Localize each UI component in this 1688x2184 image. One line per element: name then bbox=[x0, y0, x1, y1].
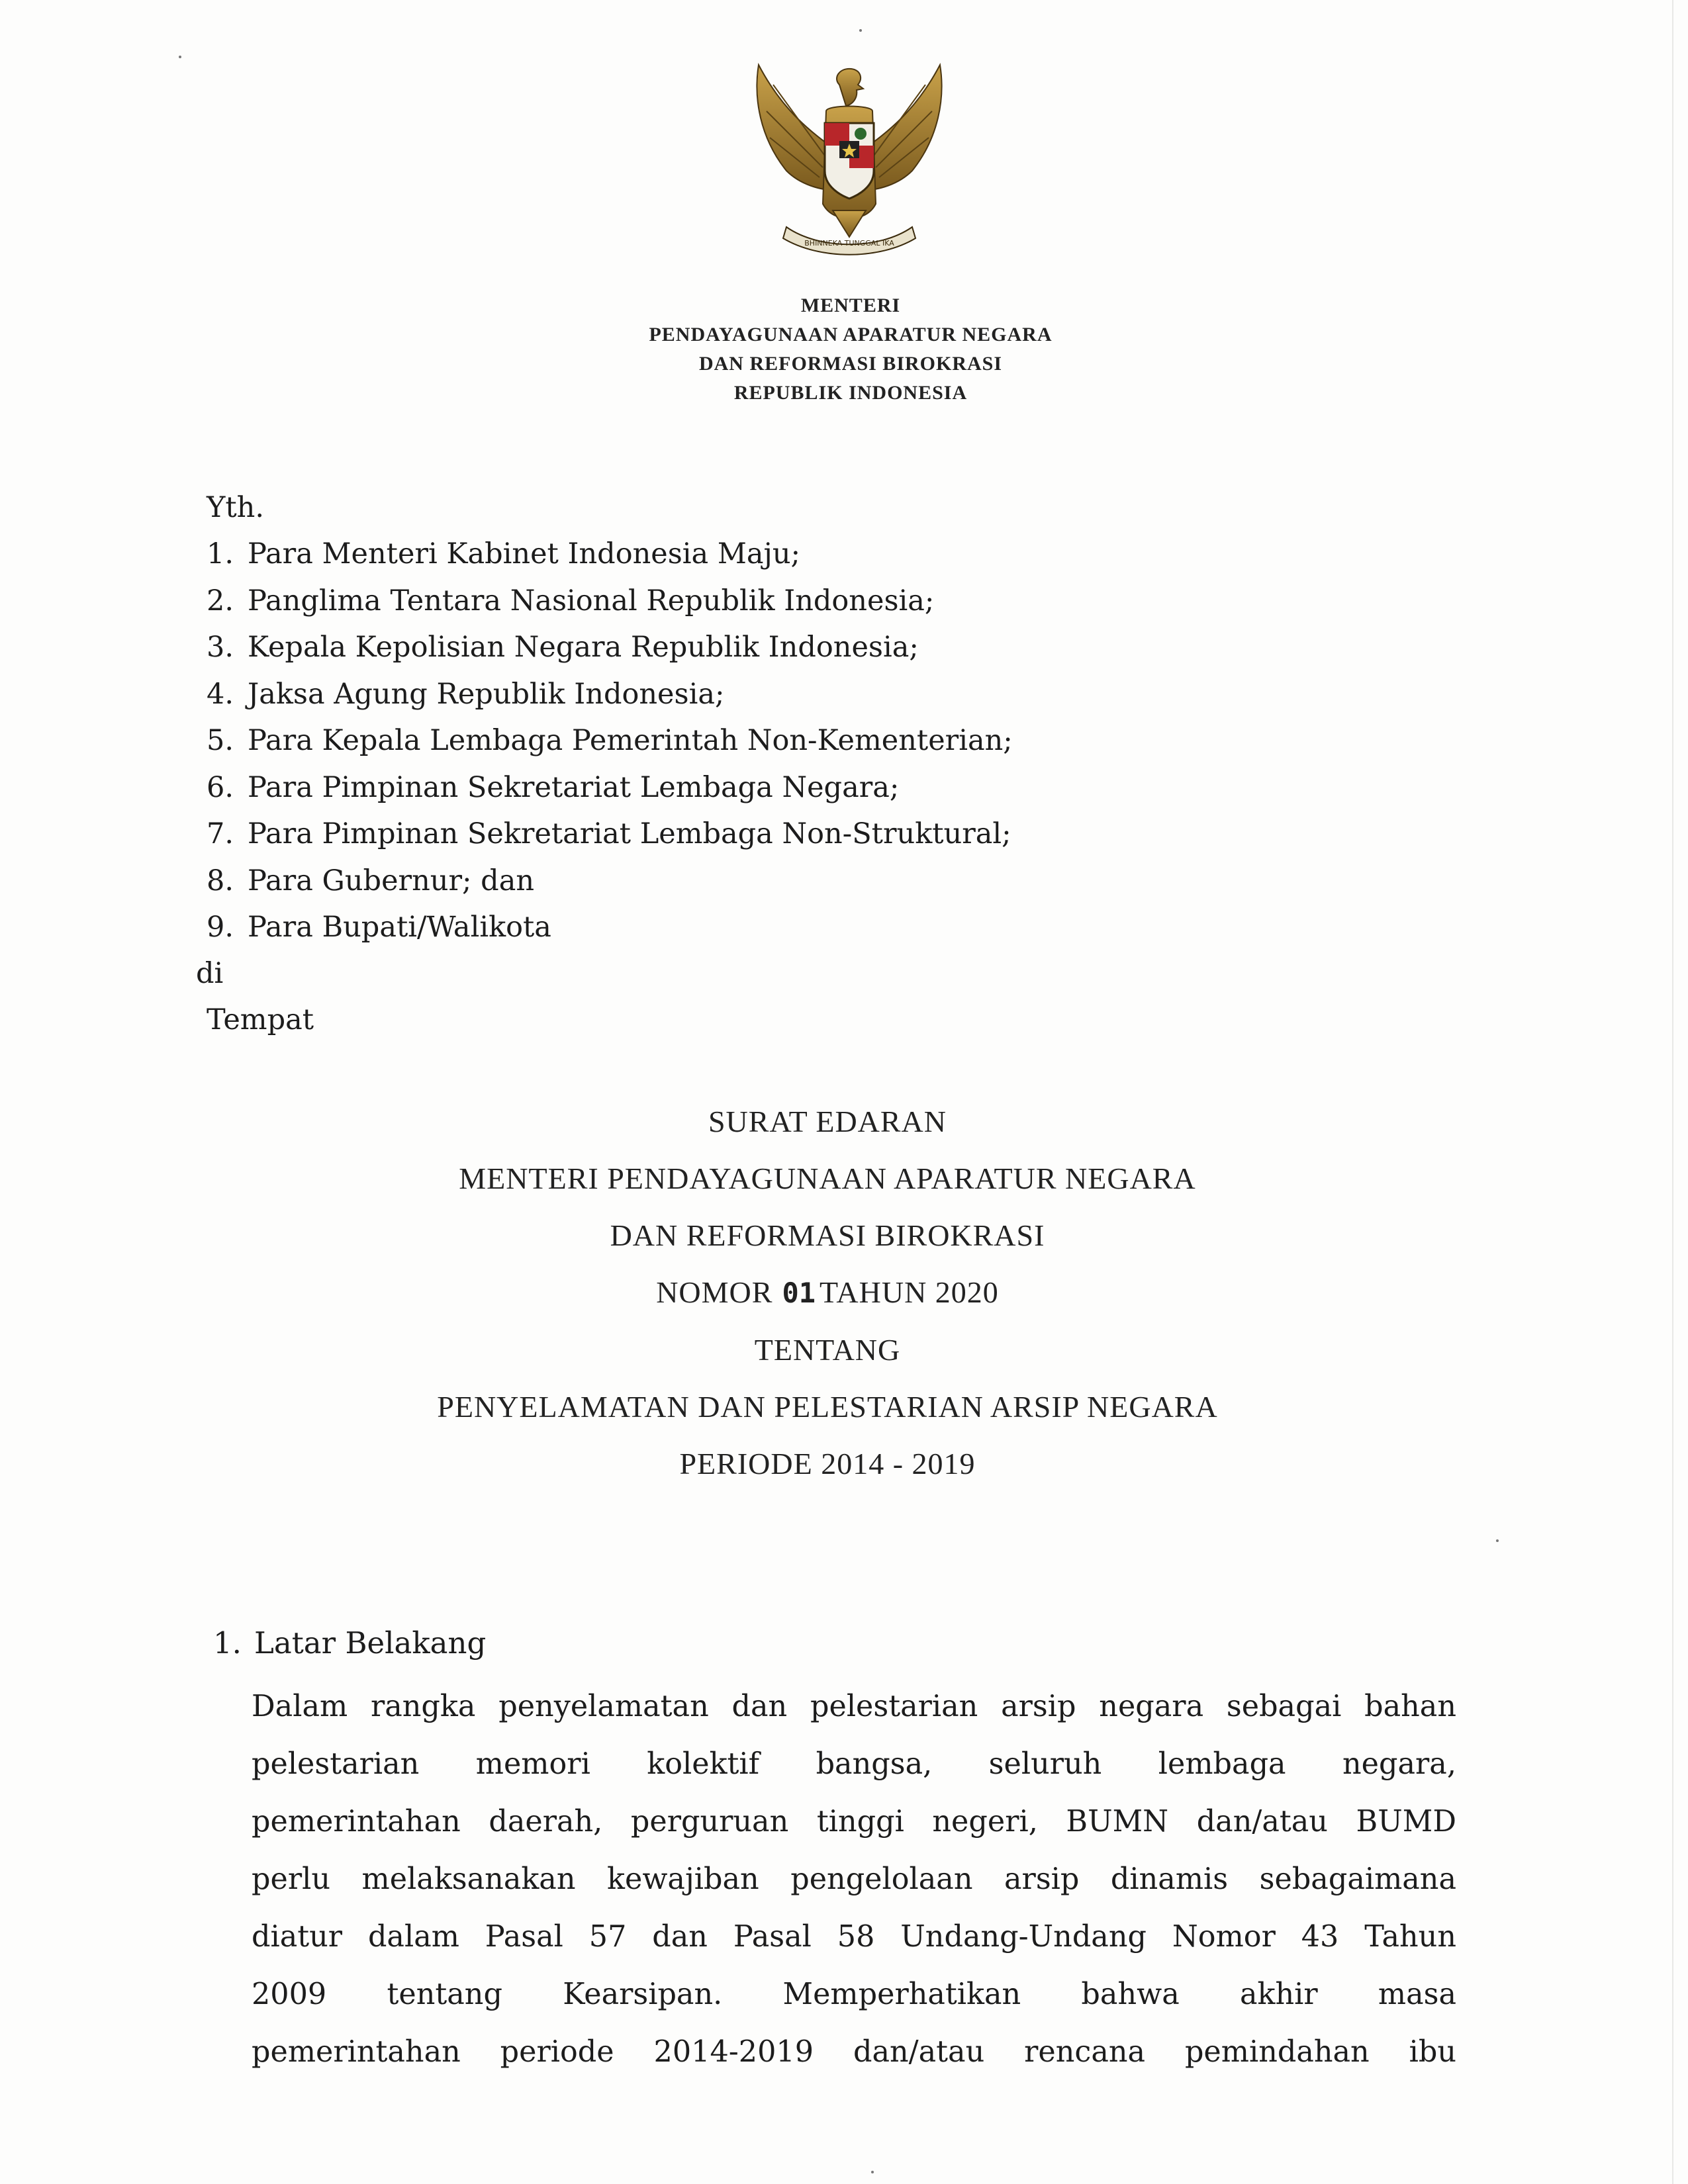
emblem-motto: BHINNEKA TUNGGAL IKA bbox=[804, 239, 894, 248]
letterhead-line: MENTERI bbox=[800, 295, 901, 316]
scan-speck bbox=[871, 2171, 874, 2173]
section-number: 1. bbox=[213, 1625, 242, 1661]
paragraph-line: diatur dalam Pasal 57 dan Pasal 58 Undang-Undang Nomor 43 Tahun bbox=[252, 1920, 1456, 1954]
letterhead bbox=[463, 291, 1238, 408]
scan-page-edge bbox=[1672, 0, 1673, 2184]
salutation: Yth. bbox=[207, 491, 265, 524]
tahun-label: TAHUN 2020 bbox=[820, 1275, 999, 1309]
title-line: PENYELAMATAN DAN PELESTARIAN ARSIP NEGARA bbox=[437, 1390, 1218, 1424]
tempat-label: Tempat bbox=[207, 1003, 314, 1036]
paragraph-line: pemerintahan daerah, perguruan tinggi negeri, BUMN dan/atau BUMD bbox=[252, 1805, 1456, 1839]
garuda-emblem bbox=[747, 58, 952, 270]
list-item: 8. Para Gubernur; dan bbox=[207, 864, 535, 897]
section-heading bbox=[213, 1620, 486, 1666]
list-item: 3. Kepala Kepolisian Negara Republik Indonesia; bbox=[207, 631, 919, 664]
title-line: DAN REFORMASI BIROKRASI bbox=[610, 1218, 1045, 1252]
paragraph-line: Dalam rangka penyelamatan dan pelestarian arsip negara sebagai bahan bbox=[252, 1690, 1456, 1723]
list-item: 2. Panglima Tentara Nasional Republik Indonesia; bbox=[207, 584, 935, 617]
scan-speck bbox=[859, 29, 862, 32]
nomor-value: 01 bbox=[782, 1277, 816, 1309]
paragraph-line: pelestarian memori kolektif bangsa, seluruh lembaga negara, bbox=[252, 1747, 1456, 1781]
list-item: 4. Jaksa Agung Republik Indonesia; bbox=[207, 677, 725, 711]
title-line: MENTERI PENDAYAGUNAAN APARATUR NEGARA bbox=[459, 1161, 1196, 1195]
title-line: PERIODE 2014 - 2019 bbox=[679, 1447, 976, 1480]
recipient-list bbox=[207, 531, 1013, 951]
letterhead-line: PENDAYAGUNAAN APARATUR NEGARA bbox=[649, 324, 1053, 345]
paragraph-line: pemerintahan periode 2014-2019 dan/atau rencana pemindahan ibu bbox=[252, 2035, 1456, 2069]
letterhead-line: DAN REFORMASI BIROKRASI bbox=[698, 353, 1003, 375]
list-item: 9. Para Bupati/Walikota bbox=[207, 911, 551, 944]
section-title: Latar Belakang bbox=[254, 1625, 487, 1661]
title-line: SURAT EDARAN bbox=[708, 1105, 947, 1138]
document-title bbox=[265, 1093, 1390, 1492]
list-item: 6. Para Pimpinan Sekretariat Lembaga Negara; bbox=[207, 770, 900, 804]
scan-speck bbox=[1496, 1539, 1499, 1542]
letterhead-line: REPUBLIK INDONESIA bbox=[733, 382, 968, 404]
list-item: 5. Para Kepala Lembaga Pemerintah Non-Kementerian; bbox=[207, 724, 1013, 757]
di-label: di bbox=[196, 957, 224, 990]
paragraph-line: 2009 tentang Kearsipan. Memperhatikan bahwa akhir masa bbox=[252, 1978, 1456, 2011]
scan-speck bbox=[179, 56, 181, 58]
paragraph-line: perlu melaksanakan kewajiban pengelolaan arsip dinamis sebagaimana bbox=[252, 1862, 1456, 1896]
list-item: 7. Para Pimpinan Sekretariat Lembaga Non-Struktural; bbox=[207, 817, 1011, 850]
nomor-line bbox=[265, 1264, 1390, 1322]
list-item: 1. Para Menteri Kabinet Indonesia Maju; bbox=[207, 537, 801, 570]
nomor-label: NOMOR bbox=[656, 1275, 773, 1309]
title-line: TENTANG bbox=[754, 1333, 901, 1367]
body-paragraph bbox=[252, 1678, 1456, 2081]
